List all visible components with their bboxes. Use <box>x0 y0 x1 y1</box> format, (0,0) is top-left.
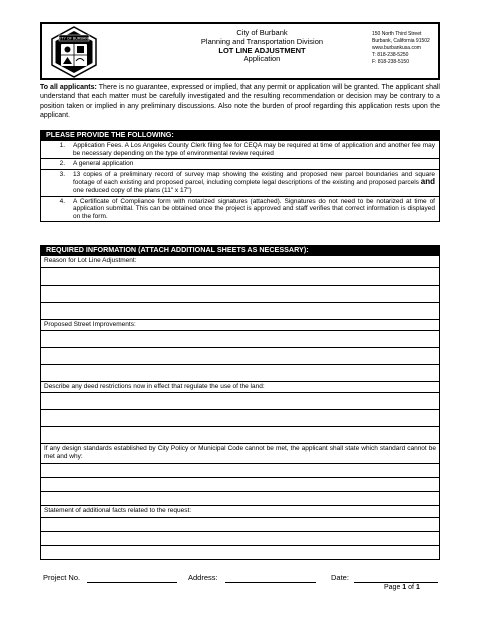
reason-label: Reason for Lot Line Adjustment: <box>44 257 137 264</box>
additional-facts-field[interactable] <box>41 545 439 559</box>
notice-text: There is no guarantee, expressed or implied, that any permit or application will be granted. The applicant shall understand that each matter must be carefully investigated and the resulting recommendation or decision may be contrary to a position taken or implied in any preliminary discussions. Also note the burden of proof regarding this application rests upon the applicant. <box>40 84 440 120</box>
reason-field[interactable] <box>41 285 439 302</box>
required-info-table <box>40 255 440 560</box>
project-number-label: Project No. <box>43 573 81 582</box>
street-improvements-label: Proposed Street Improvements: <box>41 319 439 330</box>
list-item: 3. 13 copies of a preliminary record of survey map showing the existing and proposed new parcel boundaries and square footage of each existing and proposed parcel, including complete legal descriptions of the existing and proposed parcels and one reduced copy of the plans (11" x 17") <box>41 169 439 196</box>
list-item: 2. A general application <box>41 158 439 169</box>
design-standards-field[interactable] <box>41 477 439 491</box>
deed-restrictions-label: Describe any deed restrictions now in effect that regulate the use of the land: <box>41 381 439 392</box>
address-label: Address: <box>188 573 218 582</box>
additional-facts-label: Statement of additional facts related to the request: <box>41 505 439 517</box>
address-line-1: 150 North Third Street <box>372 31 422 37</box>
additional-facts-field[interactable] <box>41 531 439 545</box>
list-item: 4. A Certificate of Compliance form with notarized signatures (attached). Signatures do not need to be notarized at time of application submittal. This can be obtained once the project is approved and staff verifies that correct information is displayed on the form. <box>41 196 439 222</box>
deed-restrictions-field[interactable] <box>41 409 439 426</box>
letterhead <box>40 22 440 80</box>
notice-lead: To all applicants: <box>40 84 97 91</box>
address-line-2: Burbank, California 91502 <box>372 38 430 44</box>
phone-number: T: 818-238-5250 <box>372 52 409 58</box>
additional-facts-field[interactable] <box>41 517 439 531</box>
address-field[interactable] <box>225 582 316 583</box>
reason-field[interactable] <box>41 302 439 319</box>
deed-restrictions-field[interactable] <box>41 426 439 443</box>
form-title: LOT LINE ADJUSTMENT <box>218 45 306 55</box>
required-heading: REQUIRED INFORMATION (ATTACH ADDITIONAL SHEETS AS NECESSARY): <box>40 245 440 255</box>
city-name: City of Burbank <box>236 28 288 37</box>
division-name: Planning and Transportation Division <box>200 36 324 46</box>
date-label: Date: <box>331 573 349 582</box>
date-field[interactable] <box>354 582 438 583</box>
agency-block <box>162 29 362 64</box>
footer-fields <box>40 573 440 585</box>
design-standards-field[interactable] <box>41 463 439 477</box>
city-seal-logo <box>48 26 100 78</box>
website-link[interactable]: www.burbankusa.com <box>372 45 421 51</box>
design-standards-label: If any design standards established by City Policy or Municipal Code cannot be met, the applicant shall state which standard cannot be met and why: <box>41 443 439 463</box>
provide-heading: PLEASE PROVIDE THE FOLLOWING: <box>40 130 440 140</box>
design-standards-field[interactable] <box>41 491 439 505</box>
deed-restrictions-field[interactable] <box>41 392 439 409</box>
form-subtitle: Application <box>243 54 281 64</box>
street-improvements-field[interactable] <box>41 347 439 364</box>
project-number-field[interactable] <box>87 582 177 583</box>
applicant-notice <box>40 83 440 121</box>
logo-text: CITY OF BURBANK <box>57 36 91 41</box>
provide-list <box>40 140 440 222</box>
page-number: Page 1 of 1 <box>384 584 420 591</box>
contact-block <box>372 31 442 66</box>
street-improvements-field[interactable] <box>41 364 439 381</box>
list-item: 1. Application Fees. A Los Angeles County Clerk filing fee for CEQA may be required at time of application and another fee may be necessary depending on the type of environmental review required <box>41 140 439 158</box>
reason-field[interactable] <box>41 267 439 285</box>
fax-number: F: 818-238-5150 <box>372 59 409 65</box>
street-improvements-field[interactable] <box>41 330 439 347</box>
